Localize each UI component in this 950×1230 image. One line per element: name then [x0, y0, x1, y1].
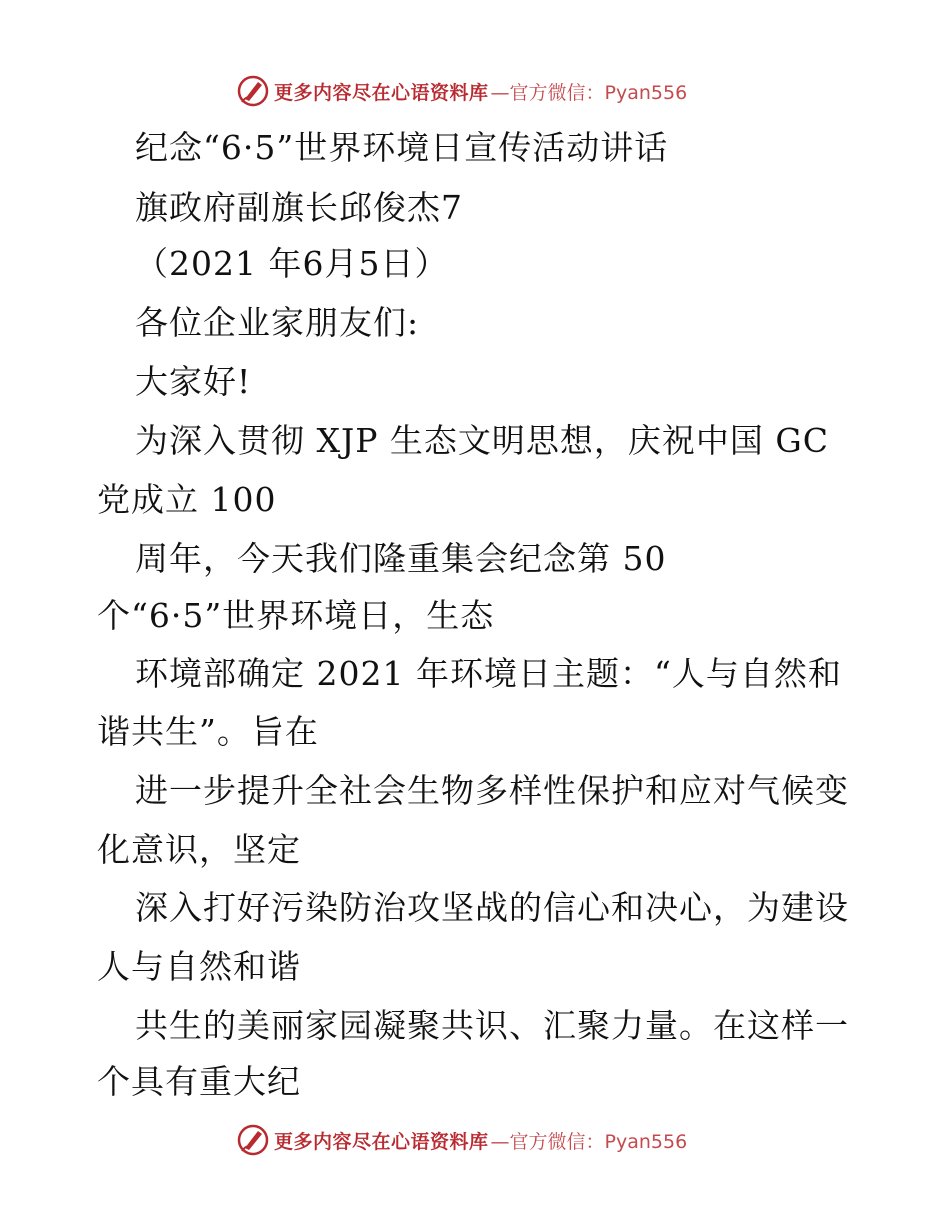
salutation: 各位企业家朋友们: [135, 303, 420, 342]
watermark-main-text: 更多内容尽在心语资料库 [274, 81, 489, 104]
paragraph-line: 环境部确定 2021 年环境日主题：“人与自然和 [135, 654, 842, 693]
paragraph-line: 周年，今天我们隆重集会纪念第 50 [135, 539, 667, 578]
paragraph-line: 进一步提升全社会生物多样性保护和应对气候变 [135, 771, 849, 810]
paragraph-line: 人与自然和谐 [97, 947, 301, 986]
watermark-sub-text: —官方微信：Pyan556 [490, 81, 688, 104]
quill-pen-icon [236, 74, 270, 108]
watermark-sub-text: —官方微信：Pyan556 [490, 1130, 688, 1153]
date-line: （2021 年6月5日） [135, 244, 449, 283]
speaker-line: 旗政府副旗长邱俊杰7 [135, 188, 463, 227]
paragraph-line: 个具有重大纪 [97, 1062, 301, 1101]
paragraph-line: 深入打好污染防治攻坚战的信心和决心，为建设 [135, 888, 849, 927]
paragraph-line: 党成立 100 [97, 480, 277, 519]
paragraph-line: 共生的美丽家园凝聚共识、汇聚力量。在这样一 [135, 1006, 849, 1045]
speech-title: 纪念“6·5”世界环境日宣传活动讲话 [135, 128, 669, 167]
paragraph-line: 谐共生”。旨在 [97, 712, 319, 751]
watermark-main-text: 更多内容尽在心语资料库 [274, 1130, 489, 1153]
quill-pen-icon [236, 1123, 270, 1157]
greeting: 大家好! [135, 362, 252, 401]
footer-watermark [236, 1122, 687, 1158]
header-watermark [236, 73, 687, 109]
paragraph-line: 化意识，坚定 [97, 830, 301, 869]
paragraph-line: 个“6·5”世界环境日，生态 [97, 596, 495, 635]
paragraph-line: 为深入贯彻 XJP 生态文明思想，庆祝中国 GC [135, 421, 830, 460]
